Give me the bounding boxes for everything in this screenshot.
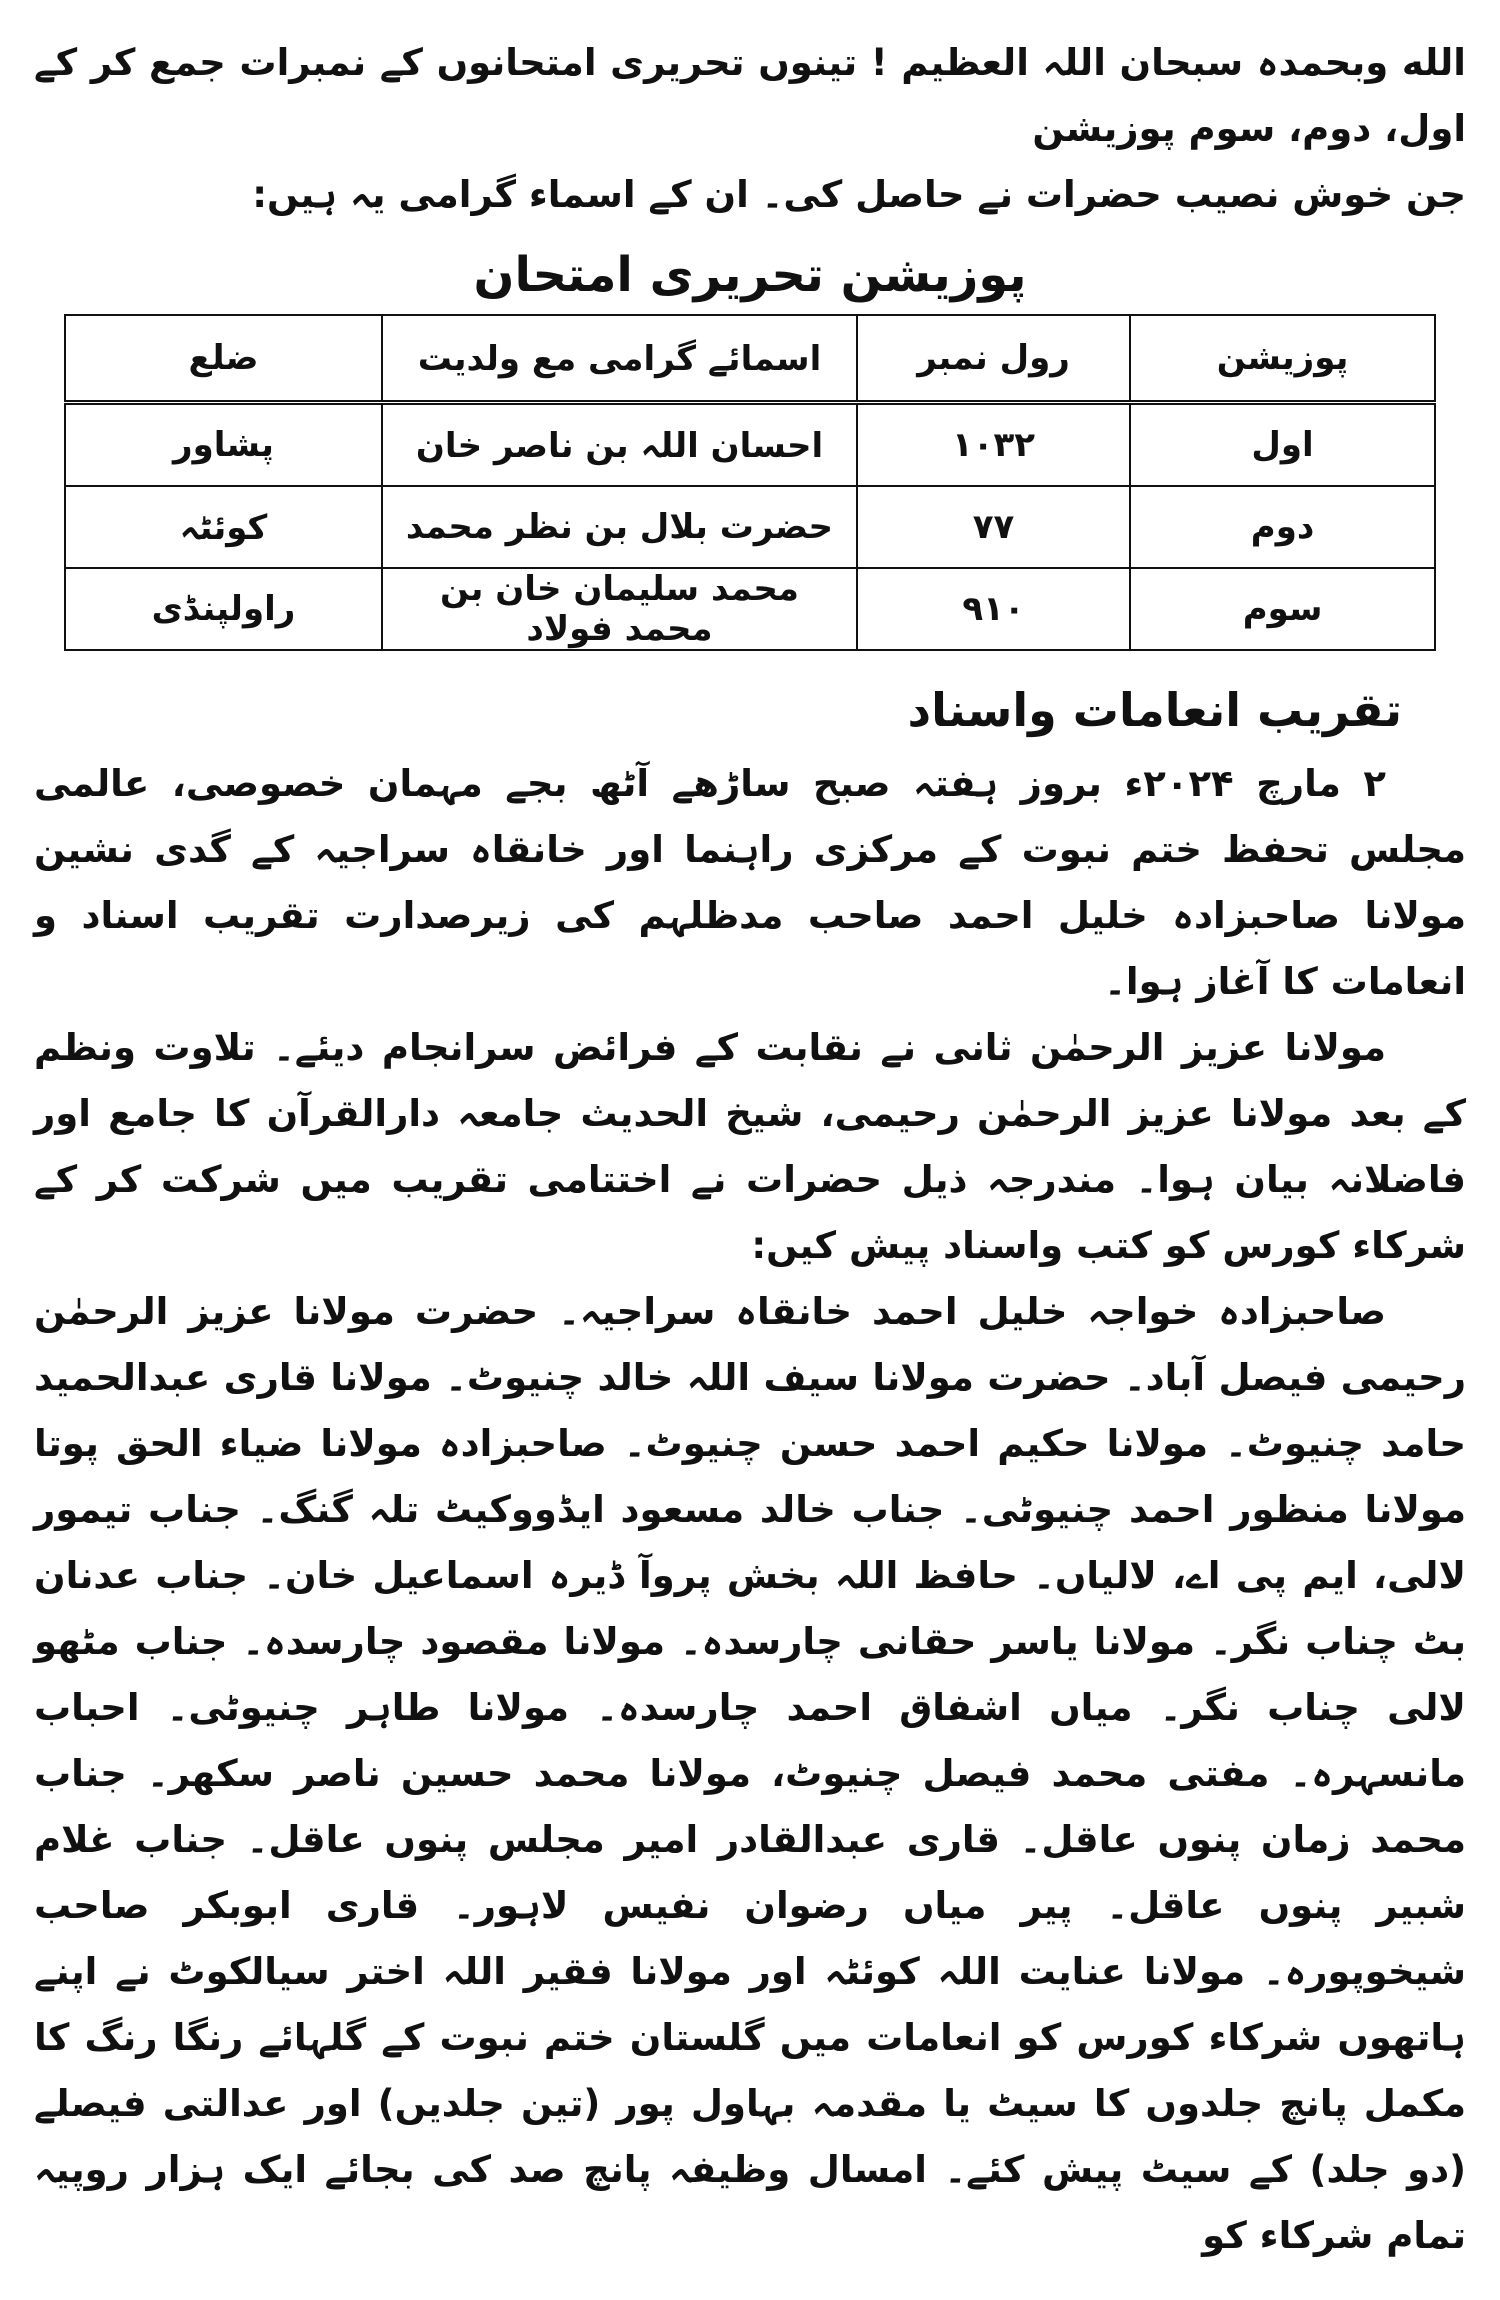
cell-roll-number: ۱۰۳۲ <box>857 403 1130 487</box>
cell-roll-number: ۹۱۰ <box>857 568 1130 650</box>
cell-district: کوئٹہ <box>65 486 382 568</box>
cell-name: حضرت بلال بن نظر محمد <box>382 486 857 568</box>
ceremony-heading: تقریب انعامات واسناد <box>907 683 1402 737</box>
header-roll-number: رول نمبر <box>857 315 1130 403</box>
table-row <box>65 403 1435 487</box>
intro-line-1: الله وبحمدہ سبحان اللہ العظیم ! تینوں تحریری امتحانوں کے نمبرات جمع کر کے اول، دوم، سوم پوزیشن <box>34 41 1466 150</box>
header-position: پوزیشن <box>1130 315 1435 403</box>
table-title: پوزیشن تحریری امتحان <box>473 247 1027 303</box>
cell-name: محمد سلیمان خان بن محمد فولاد <box>382 568 857 650</box>
cell-district: پشاور <box>65 403 382 487</box>
ceremony-paragraph-2: مولانا عزیز الرحمٰن ثانی نے نقابت کے فرائض سرانجام دیئے۔ تلاوت ونظم کے بعد مولانا عزیز الرحمٰن رحیمی، شیخ الحدیث جامعہ دارالقرآن کا جامع اور فاضلانہ بیان ہوا۔ مندرجہ ذیل حضرات نے اختتامی تقریب میں شرکت کر کے شرکاء کورس کو کتب واسناد پیش کیں: <box>34 1026 1466 1267</box>
header-name: اسمائے گرامی مع ولدیت <box>382 315 857 403</box>
header-district: ضلع <box>65 315 382 403</box>
intro-paragraph <box>34 30 1466 228</box>
cell-name: احسان اللہ بن ناصر خان <box>382 403 857 487</box>
ceremony-paragraph-1: ۲ مارچ ۲۰۲۴ء بروز ہفتہ صبح ساڑھے آٹھ بجے مہمان خصوصی، عالمی مجلس تحفظ ختم نبوت کے مرکزی راہنما اور خانقاہ سراجیہ کے گدی نشین مولانا صاحبزادہ خلیل احمد صاحب مدظلہم کی زیرصدارت تقریب اسناد و انعامات کا آغاز ہوا۔ <box>34 762 1466 1003</box>
cell-roll-number: ۷۷ <box>857 486 1130 568</box>
cell-district: راولپنڈی <box>65 568 382 650</box>
table-row <box>65 486 1435 568</box>
position-table <box>64 314 1436 651</box>
cell-position: سوم <box>1130 568 1435 650</box>
table-header-row <box>65 315 1435 403</box>
table-row <box>65 568 1435 650</box>
ceremony-paragraph-3: صاحبزادہ خواجہ خلیل احمد خانقاہ سراجیہ۔ حضرت مولانا عزیز الرحمٰن رحیمی فیصل آباد۔ حضرت مولانا سیف اللہ خالد چنیوٹ۔ مولانا قاری عبدالحمید حامد چنیوٹ۔ مولانا حکیم احمد حسن چنیوٹ۔ صاحبزادہ مولانا ضیاء الحق پوتا مولانا منظور احمد چنیوٹی۔ جناب خالد مسعود ایڈووکیٹ تلہ گنگ۔ جناب تیمور لالی، ایم پی اے، لالیاں۔ حافظ اللہ بخش پروآ ڈیرہ اسماعیل خان۔ جناب عدنان بٹ چناب نگر۔ مولانا یاسر حقانی چارسدہ۔ مولانا مقصود چارسدہ۔ جناب مٹھو لالی چناب نگر۔ میاں اشفاق احمد چارسدہ۔ مولانا طاہر چنیوٹی۔ احباب مانسہرہ۔ مفتی محمد فیصل چنیوٹ، مولانا محمد حسین ناصر سکھر۔ جناب محمد زمان پنوں عاقل۔ قاری عبدالقادر امیر مجلس پنوں عاقل۔ جناب غلام شبیر پنوں عاقل۔ پیر میاں رضوان نفیس لاہور۔ قاری ابوبکر صاحب شیخوپورہ۔ مولانا عنایت اللہ کوئٹہ اور مولانا فقیر اللہ اختر سیالکوٹ نے اپنے ہاتھوں شرکاء کورس کو انعامات میں گلستان ختم نبوت کے گلہائے رنگا رنگ کا مکمل پانچ جلدوں کا سیٹ یا مقدمہ بہاول پور (تین جلدیں) اور عدالتی فیصلے (دو جلد) کے سیٹ پیش کئے۔ امسال وظیفہ پانچ صد کی بجائے ایک ہزار روپیہ تمام شرکاء کو <box>34 1290 1466 2257</box>
cell-position: دوم <box>1130 486 1435 568</box>
intro-line-2: جن خوش نصیب حضرات نے حاصل کی۔ ان کے اسماء گرامی یہ ہیں: <box>252 173 1466 216</box>
cell-position: اول <box>1130 403 1435 487</box>
